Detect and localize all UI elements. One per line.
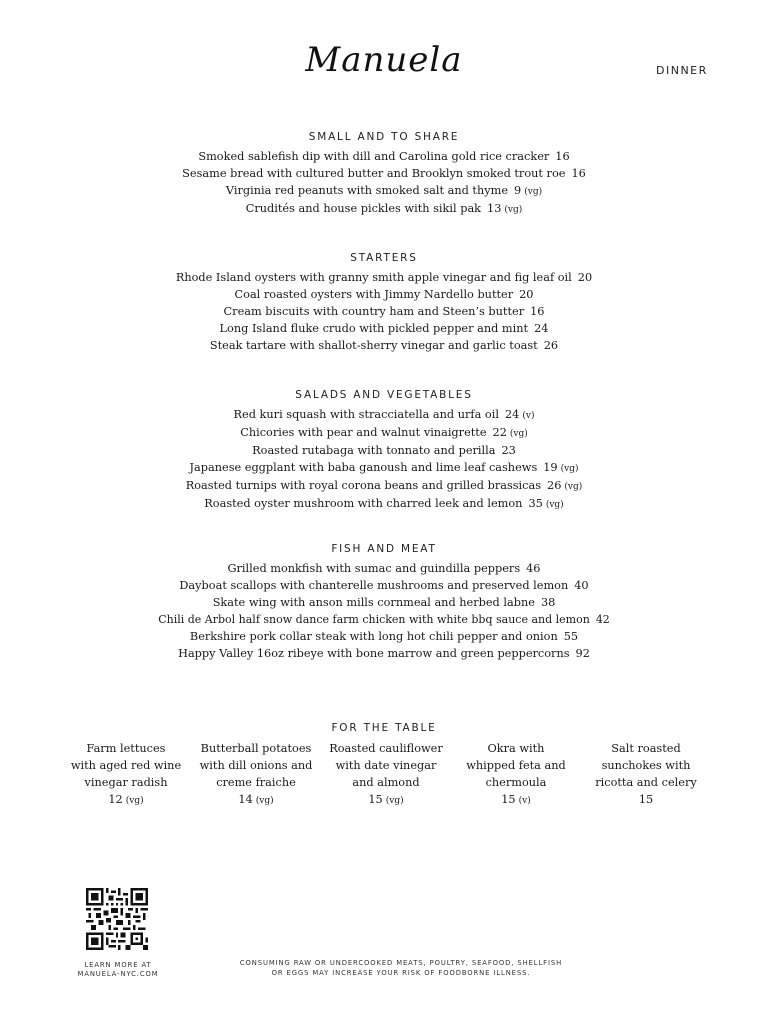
- dietary-tag: (vg): [524, 186, 543, 197]
- item-name: Roasted oyster mushroom with charred leek and lemon: [204, 496, 523, 510]
- item-name: Sesame bread with cultured butter and Brooklyn smoked trout roe: [182, 166, 566, 180]
- website-url[interactable]: MANUELA-NYC.COM: [77, 970, 159, 978]
- dietary-tag: (vg): [564, 481, 583, 492]
- table-item: [584, 741, 708, 810]
- item-name: Roasted rutabaga with tonnato and perilla: [252, 443, 496, 457]
- item-name: Japanese eggplant with baba ganoush and lime leaf cashews: [189, 460, 538, 474]
- menu-item: [0, 629, 768, 646]
- section-for-the-table: [0, 722, 768, 740]
- item-name: Cream biscuits with country ham and Steen’s butter: [223, 304, 525, 318]
- item-line: Okra with: [487, 742, 545, 755]
- item-price: 16: [530, 304, 545, 318]
- menu-item: [0, 443, 768, 460]
- section-title: FOR THE TABLE: [331, 722, 437, 734]
- section-title: SALADS AND VEGETABLES: [295, 389, 473, 401]
- menu-item: [0, 304, 768, 321]
- section-title: STARTERS: [350, 252, 418, 264]
- item-name: Chili de Arbol half snow dance farm chicken with white bbq sauce and lemon: [158, 612, 590, 626]
- menu-item: [0, 425, 768, 443]
- table-item: [194, 741, 318, 810]
- dietary-tag: (vg): [509, 428, 528, 439]
- table-item: [454, 741, 578, 810]
- menu-item: [0, 460, 768, 478]
- item-name: Virginia red peanuts with smoked salt and thyme: [225, 183, 509, 197]
- item-line: with dill onions and: [199, 758, 313, 772]
- menu-item: [0, 612, 768, 629]
- item-price: 23: [501, 443, 516, 457]
- item-line: Farm lettuces: [86, 742, 166, 755]
- item-price: 38: [540, 595, 556, 609]
- section-title: SMALL AND TO SHARE: [308, 131, 460, 143]
- item-line: with date vinegar: [335, 758, 437, 772]
- item-line: sunchokes with: [601, 758, 691, 772]
- section-fish-and-meat: [0, 543, 768, 662]
- item-line: creme fraiche: [216, 775, 296, 789]
- section-salads-and-vegetables: [0, 389, 768, 513]
- item-name: Smoked sablefish dip with dill and Carolina gold rice cracker: [198, 150, 550, 163]
- dietary-tag: (vg): [545, 499, 564, 510]
- item-price: 42: [595, 612, 610, 626]
- item-price-line: [194, 792, 318, 810]
- item-price-line: [454, 792, 578, 810]
- menu-item: [0, 338, 768, 355]
- section-title: FISH AND MEAT: [331, 543, 437, 555]
- item-price-line: [584, 792, 708, 809]
- item-name: Dayboat scallops with chanterelle mushrooms and preserved lemon: [179, 578, 569, 592]
- item-price: 35: [528, 496, 543, 510]
- item-line: chermoula: [485, 775, 547, 789]
- menu-item: [0, 201, 768, 219]
- item-line: ricotta and celery: [595, 775, 697, 789]
- item-name: Crudités and house pickles with sikil pak: [245, 201, 482, 215]
- dietary-tag: (vg): [255, 795, 274, 806]
- item-name: Steak tartare with shallot-sherry vinegar and garlic toast: [209, 338, 538, 352]
- item-name: Happy Valley 16oz ribeye with bone marrow and green peppercorns: [178, 646, 570, 660]
- item-name: Berkshire pork collar steak with long hot chili pepper and onion: [189, 629, 558, 643]
- item-price: 26: [547, 478, 562, 492]
- meal-label: DINNER: [656, 64, 708, 77]
- item-price: 20: [519, 287, 534, 301]
- item-line: with aged red wine: [70, 758, 182, 772]
- item-price: 16: [571, 166, 586, 180]
- table-item: [64, 741, 188, 810]
- dietary-tag: (vg): [385, 795, 404, 806]
- item-line: Butterball potatoes: [200, 742, 312, 755]
- dietary-tag: (vg): [560, 463, 579, 474]
- item-price: 14: [238, 792, 253, 806]
- qr-code-icon[interactable]: [86, 888, 148, 950]
- item-price: 92: [575, 646, 590, 660]
- item-price: 15: [501, 792, 516, 806]
- for-the-table-items: [64, 741, 708, 810]
- item-line: whipped feta and: [466, 758, 566, 772]
- menu-item: [0, 321, 768, 338]
- dietary-tag: (vg): [125, 795, 144, 806]
- item-price: 20: [577, 271, 593, 284]
- menu-item: [0, 595, 768, 612]
- item-name: Coal roasted oysters with Jimmy Nardello butter: [234, 287, 514, 301]
- menu-item: [0, 407, 768, 425]
- item-line: Roasted cauliflower: [329, 742, 443, 755]
- item-price: 40: [574, 578, 589, 592]
- item-name: Rhode Island oysters with granny smith apple vinegar and fig leaf oil: [175, 271, 572, 284]
- disclaimer-line: OR EGGS MAY INCREASE YOUR RISK OF FOODBORNE ILLNESS.: [271, 969, 531, 977]
- item-price: 19: [543, 460, 558, 474]
- item-price: 46: [526, 562, 541, 575]
- item-price: 16: [555, 150, 570, 163]
- learn-more-line: LEARN MORE AT: [84, 961, 152, 969]
- item-price: 24: [534, 321, 549, 335]
- menu-item: [0, 561, 768, 578]
- item-line: vinegar radish: [84, 775, 168, 789]
- section-starters: [0, 252, 768, 355]
- item-price: 22: [492, 425, 507, 439]
- dietary-tag: (vg): [504, 204, 523, 215]
- dietary-tag: (v): [522, 411, 535, 421]
- item-price: 9: [514, 183, 522, 197]
- item-line: and almond: [352, 775, 420, 789]
- item-name: Roasted turnips with royal corona beans and grilled brassicas: [185, 478, 542, 492]
- menu-item: [0, 287, 768, 304]
- dietary-tag: (v): [518, 795, 531, 806]
- section-small-and-to-share: [0, 131, 768, 219]
- item-name: Grilled monkfish with sumac and guindilla peppers: [227, 562, 521, 575]
- menu-item: [0, 149, 768, 166]
- item-price: 13: [487, 201, 502, 215]
- menu-item: [0, 578, 768, 595]
- item-price: 15: [368, 792, 383, 806]
- table-item: [324, 741, 448, 810]
- item-price-line: [64, 792, 188, 810]
- item-name: Long Island fluke crudo with pickled pepper and mint: [219, 321, 529, 335]
- menu-item: [0, 166, 768, 183]
- item-name: Chicories with pear and walnut vinaigrette: [240, 425, 487, 439]
- item-price-line: [324, 792, 448, 810]
- item-price: 24: [504, 408, 520, 421]
- learn-more-text: [60, 961, 176, 979]
- item-price: 15: [638, 792, 654, 806]
- menu-item: [0, 496, 768, 514]
- menu-item: [0, 270, 768, 287]
- disclaimer-line: CONSUMING RAW OR UNDERCOOKED MEATS, POULTRY, SEAFOOD, SHELLFISH: [239, 959, 563, 967]
- item-price: 26: [543, 338, 559, 352]
- item-price: 12: [108, 792, 123, 806]
- item-line: Salt roasted: [611, 742, 681, 755]
- menu-item: [0, 646, 768, 663]
- item-price: 55: [563, 629, 579, 643]
- restaurant-logo: Manuela: [305, 40, 463, 80]
- consumer-advisory: [200, 958, 602, 978]
- item-name: Skate wing with anson mills cornmeal and herbed labne: [212, 595, 535, 609]
- item-name: Red kuri squash with stracciatella and urfa oil: [233, 408, 499, 421]
- menu-item: [0, 478, 768, 496]
- menu-item: [0, 183, 768, 201]
